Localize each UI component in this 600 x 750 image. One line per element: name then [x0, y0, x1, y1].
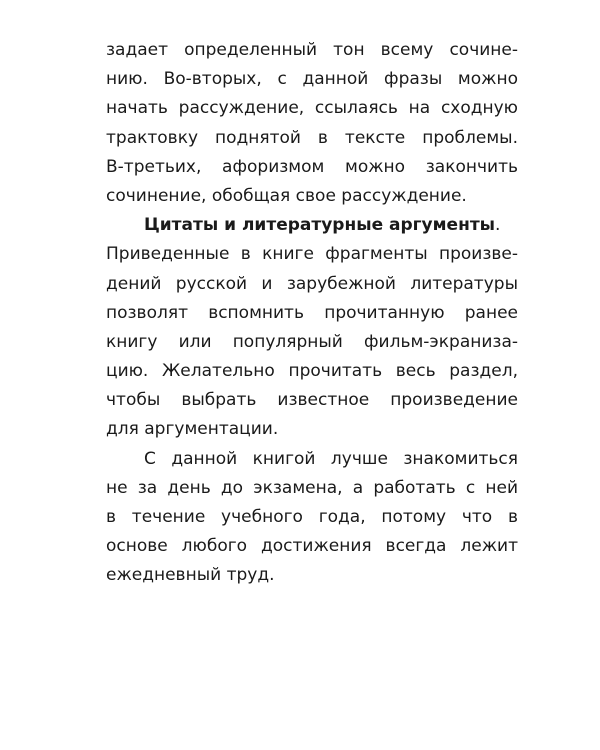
text-line: задает определенный тон всему сочине- — [106, 40, 518, 60]
text-line: начать рассуждение, ссылаясь на сходную — [106, 98, 518, 119]
text-line: нию. Во-вторых, с данной фразы можно — [106, 69, 518, 90]
text-line: книгу или популярный фильм-экраниза- — [106, 331, 518, 352]
text-line: позволят вспомнить прочитанную ранее — [106, 302, 518, 323]
text-line: В-третьих, афоризмом можно закончить — [106, 156, 518, 177]
text-line: Приведенные в книге фрагменты произве- — [106, 244, 518, 265]
section-heading-line — [106, 211, 518, 240]
text-line: основе любого достижения всегда лежит — [106, 536, 518, 557]
section-heading: Цитаты и литературные аргументы — [144, 215, 496, 236]
text-line: цию. Желательно прочитать весь раздел, — [106, 361, 518, 382]
text-line: С данной книгой лучше знакомиться — [144, 448, 518, 469]
text-line: в течение учебного года, потому что в — [106, 507, 518, 527]
text-line: для аргументации. — [106, 419, 279, 440]
text-line: не за день до экзамена, а работать с ней — [106, 477, 518, 498]
paragraph-conclusion — [106, 445, 518, 591]
text-line: дений русской и зарубежной литературы — [106, 273, 518, 294]
text-line: чтобы выбрать известное произведение — [106, 390, 518, 411]
heading-period: . — [495, 215, 501, 236]
text-line: ежедневный труд. — [106, 565, 275, 586]
text-line: трактовку поднятой в тексте проблемы. — [106, 127, 518, 148]
paragraph-citations — [106, 211, 518, 445]
text-line: сочинение, обобщая свое рассуждение. — [106, 185, 467, 206]
body-text — [106, 36, 518, 591]
paragraph-continuation — [106, 36, 518, 211]
